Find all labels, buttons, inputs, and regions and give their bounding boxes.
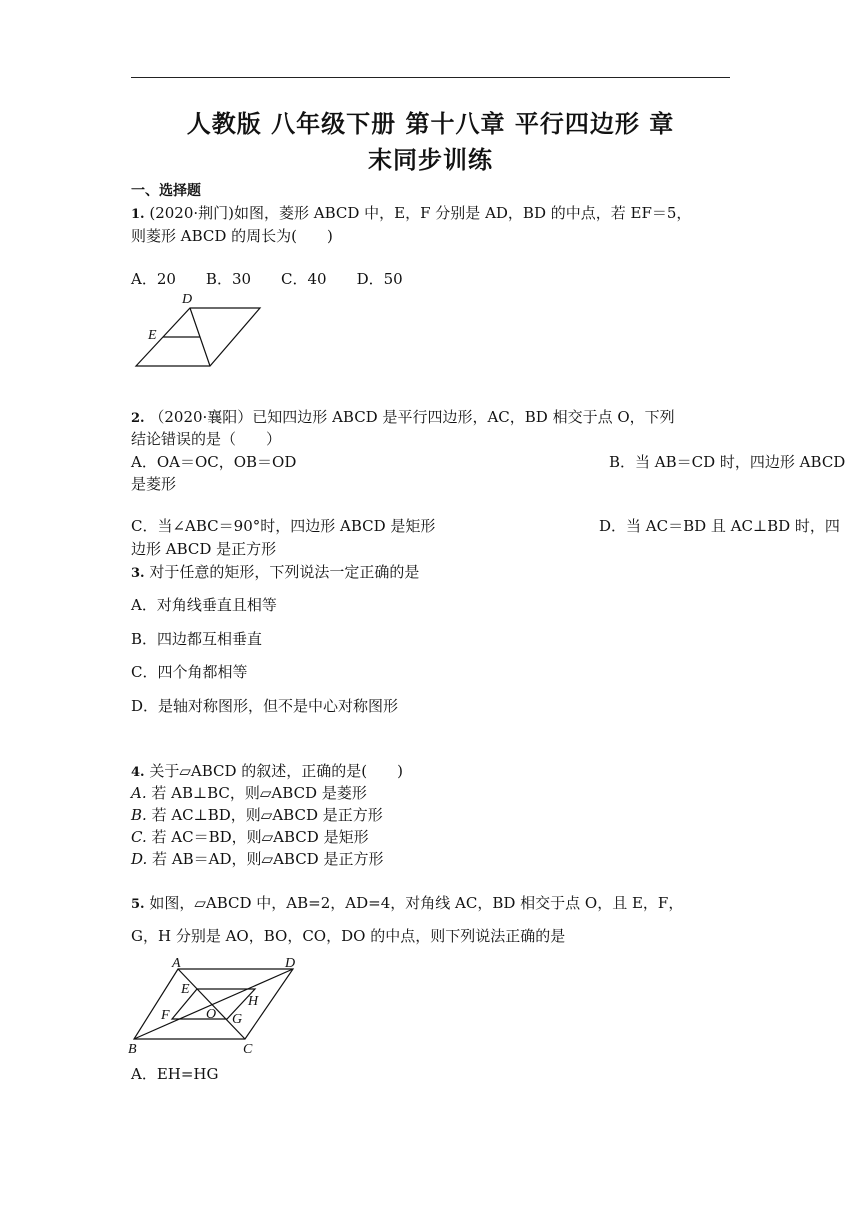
q4-option-b (131, 804, 383, 826)
q4-option-a (131, 782, 367, 804)
q5-line-1 (131, 892, 683, 916)
q1-label-e: E (148, 328, 157, 343)
q1-line-1 (131, 202, 691, 226)
q3-number: 3. (131, 566, 145, 581)
header-rule (131, 77, 730, 78)
q1-rhombus-figure (130, 290, 270, 372)
q4-stem: 关于▱ABCD 的叙述，正确的是( ) (149, 762, 404, 780)
q5-label-a: A (172, 956, 181, 971)
q4-option-a-text: 若 AB⊥BC，则▱ABCD 是菱形 (151, 784, 367, 802)
q2-option-a: A．OA＝OC，OB＝OD (131, 453, 297, 471)
q2-line-1 (131, 406, 675, 430)
q4-line-1 (131, 760, 403, 784)
q5-label-d: D (285, 956, 296, 971)
q3-stem: 对于任意的矩形，下列说法一定正确的是 (149, 563, 420, 581)
q4-option-c-letter: C. (131, 828, 147, 846)
q2-options-row-2 (131, 515, 840, 537)
q5-label-c: C (243, 1042, 253, 1057)
q4-option-d-letter: D. (131, 850, 148, 868)
q5-label-g: G (232, 1012, 243, 1027)
section-heading: 一、选择题 (131, 183, 201, 199)
q5-label-e: E (181, 982, 190, 997)
q4-option-c-text: 若 AC＝BD，则▱ABCD 是矩形 (151, 828, 369, 846)
q2-option-b-cont: 是菱形 (131, 475, 177, 493)
q2-stem-1: （2020·襄阳）已知四边形 ABCD 是平行四边形，AC，BD 相交于点 O，下列 (149, 408, 675, 426)
q4-option-b-text: 若 AC⊥BD，则▱ABCD 是正方形 (151, 806, 383, 824)
title-line-1: 人教版 八年级下册 第十八章 平行四边形 章 (186, 110, 675, 138)
q1-label-d: D (182, 292, 193, 307)
q4-option-b-letter: B. (131, 806, 147, 824)
q2-option-b: B．当 AB＝CD 时，四边形 ABCD (609, 453, 846, 471)
q5-label-h: H (248, 994, 259, 1009)
q4-number: 4. (131, 765, 145, 780)
q3-option-a: A．对角线垂直且相等 (131, 596, 277, 614)
q5-option-a: A．EH=HG (131, 1065, 219, 1083)
q5-stem-1: 如图，▱ABCD 中，AB=2，AD=4，对角线 AC，BD 相交于点 O，且 E，F， (149, 894, 684, 912)
q4-option-c (131, 826, 369, 848)
q5-label-f: F (161, 1008, 170, 1023)
q1-options: A．20 B．30 C．40 D．50 (131, 270, 403, 288)
q3-option-c: C．四个角都相等 (131, 663, 248, 681)
q5-stem-2: G，H 分别是 AO，BO，CO，DO 的中点，则下列说法正确的是 (131, 927, 566, 945)
q2-number: 2. (131, 411, 145, 426)
q4-option-a-letter: A. (131, 784, 147, 802)
q3-option-d: D．是轴对称图形，但不是中心对称图形 (131, 697, 399, 715)
title-line-2: 末同步训练 (368, 146, 493, 174)
q4-option-d (131, 848, 383, 870)
q5-label-b: B (128, 1042, 137, 1057)
q2-option-d: D．当 AC＝BD 且 AC⊥BD 时，四 (599, 517, 840, 535)
q2-option-c: C．当∠ABC＝90°时，四边形 ABCD 是矩形 (131, 517, 436, 535)
q4-option-d-text: 若 AB＝AD，则▱ABCD 是正方形 (152, 850, 384, 868)
q3-option-b: B．四边都互相垂直 (131, 630, 263, 648)
q5-parallelogram-figure (128, 953, 308, 1057)
q1-number: 1. (131, 207, 145, 222)
q2-stem-2: 结论错误的是（ ） (131, 430, 282, 448)
q1-stem-1: (2020·荆门)如图，菱形 ABCD 中，E，F 分别是 AD，BD 的中点，若 EF＝5， (149, 204, 692, 222)
q5-number: 5. (131, 897, 145, 912)
q3-line-1 (131, 561, 419, 585)
page-title (131, 106, 730, 178)
q1-stem-2: 则菱形 ABCD 的周长为( ) (131, 227, 333, 245)
q2-options-row-1 (131, 451, 846, 473)
q5-label-o: O (206, 1007, 217, 1022)
q2-option-d-cont: 边形 ABCD 是正方形 (131, 540, 277, 558)
